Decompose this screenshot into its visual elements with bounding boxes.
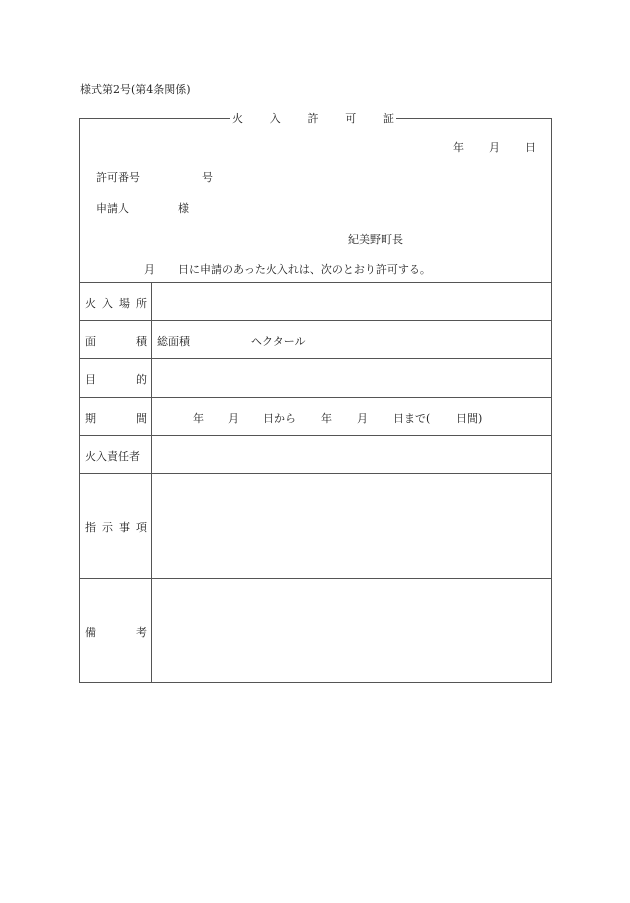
issue-date-month: 月 bbox=[489, 141, 500, 154]
permit-number-label: 許可番号 bbox=[96, 171, 140, 184]
issue-date-day: 日 bbox=[525, 141, 536, 154]
period-label: 期 間 bbox=[85, 412, 147, 425]
area-label: 面 積 bbox=[85, 335, 147, 348]
row-divider bbox=[79, 578, 552, 579]
title-char: 可 bbox=[345, 112, 357, 125]
permit-number-suffix: 号 bbox=[202, 171, 213, 184]
applicant-honorific: 様 bbox=[178, 202, 189, 215]
column-divider bbox=[151, 282, 152, 683]
row-divider bbox=[79, 435, 552, 436]
period-days: 日間) bbox=[456, 412, 483, 425]
responsible-label: 火入責任者 bbox=[85, 450, 140, 463]
purpose-label: 目 的 bbox=[85, 373, 147, 386]
area-total-label: 総面積 bbox=[157, 335, 190, 348]
statement-text: 日に申請のあった火入れは、次のとおり許可する。 bbox=[178, 263, 431, 276]
row-divider bbox=[79, 320, 552, 321]
period-to-year: 年 bbox=[321, 412, 332, 425]
document-title bbox=[232, 110, 394, 126]
title-char: 証 bbox=[383, 112, 394, 125]
issue-date-year: 年 bbox=[453, 141, 464, 154]
period-to-month: 月 bbox=[357, 412, 368, 425]
form-number: 様式第2号(第4条関係) bbox=[80, 83, 191, 96]
period-from-month: 月 bbox=[228, 412, 239, 425]
period-from-year: 年 bbox=[193, 412, 204, 425]
row-divider bbox=[79, 397, 552, 398]
period-to-day: 日まで( bbox=[393, 412, 431, 425]
title-char: 火 bbox=[232, 112, 243, 125]
remarks-label: 備 考 bbox=[85, 626, 147, 639]
issuer-name: 紀美野町長 bbox=[348, 233, 403, 246]
row-divider bbox=[79, 473, 552, 474]
title-char: 入 bbox=[269, 112, 281, 125]
location-label: 火 入 場 所 bbox=[85, 297, 147, 310]
row-divider bbox=[79, 358, 552, 359]
permit-frame bbox=[79, 118, 552, 683]
period-from-day: 日から bbox=[263, 412, 296, 425]
instructions-label: 指 示 事 項 bbox=[85, 521, 147, 534]
applicant-label: 申請人 bbox=[96, 202, 129, 215]
statement-month: 月 bbox=[144, 263, 155, 276]
row-divider bbox=[79, 282, 552, 283]
area-unit: ヘクタール bbox=[251, 335, 306, 348]
title-char: 許 bbox=[307, 112, 319, 125]
